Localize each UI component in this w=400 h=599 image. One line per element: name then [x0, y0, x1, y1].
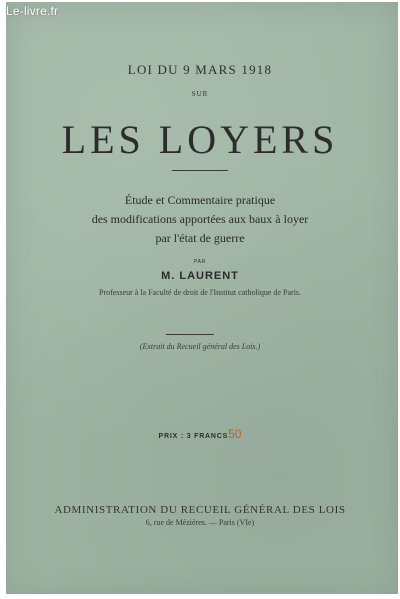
extract-divider [166, 334, 214, 335]
site-watermark: Le-livre.fr [6, 4, 59, 18]
by-label: PAR [193, 259, 207, 265]
book-title: LES LOYERS [61, 117, 339, 162]
extract-note: (Extrait du Recueil général des Lois.) [139, 342, 261, 351]
law-date-heading: LOI DU 9 MARS 1918 [127, 62, 273, 77]
subtitle-line-2: des modifications apportées aux baux à loyer [91, 212, 309, 226]
publisher-name: ADMINISTRATION DU RECUEIL GÉNÉRAL DES LOIS [54, 504, 346, 516]
sur-label: SUR [191, 90, 209, 98]
price-line [0, 427, 400, 441]
subtitle-line-1: Étude et Commentaire pratique [124, 193, 276, 207]
price-handwritten-cents: 50 [228, 427, 242, 441]
subtitle-line-3: par l'état de guerre [155, 231, 245, 245]
price-label: PRIX : 3 FRANCS [158, 433, 229, 440]
author-affiliation: Professeur à la Faculté de droit de l'Institut catholique de Paris. [98, 288, 302, 297]
title-divider [172, 170, 228, 171]
publisher-address: 6, rue de Mézières. — Paris (VIe) [145, 518, 255, 527]
author-name: M. LAURENT [161, 270, 239, 282]
